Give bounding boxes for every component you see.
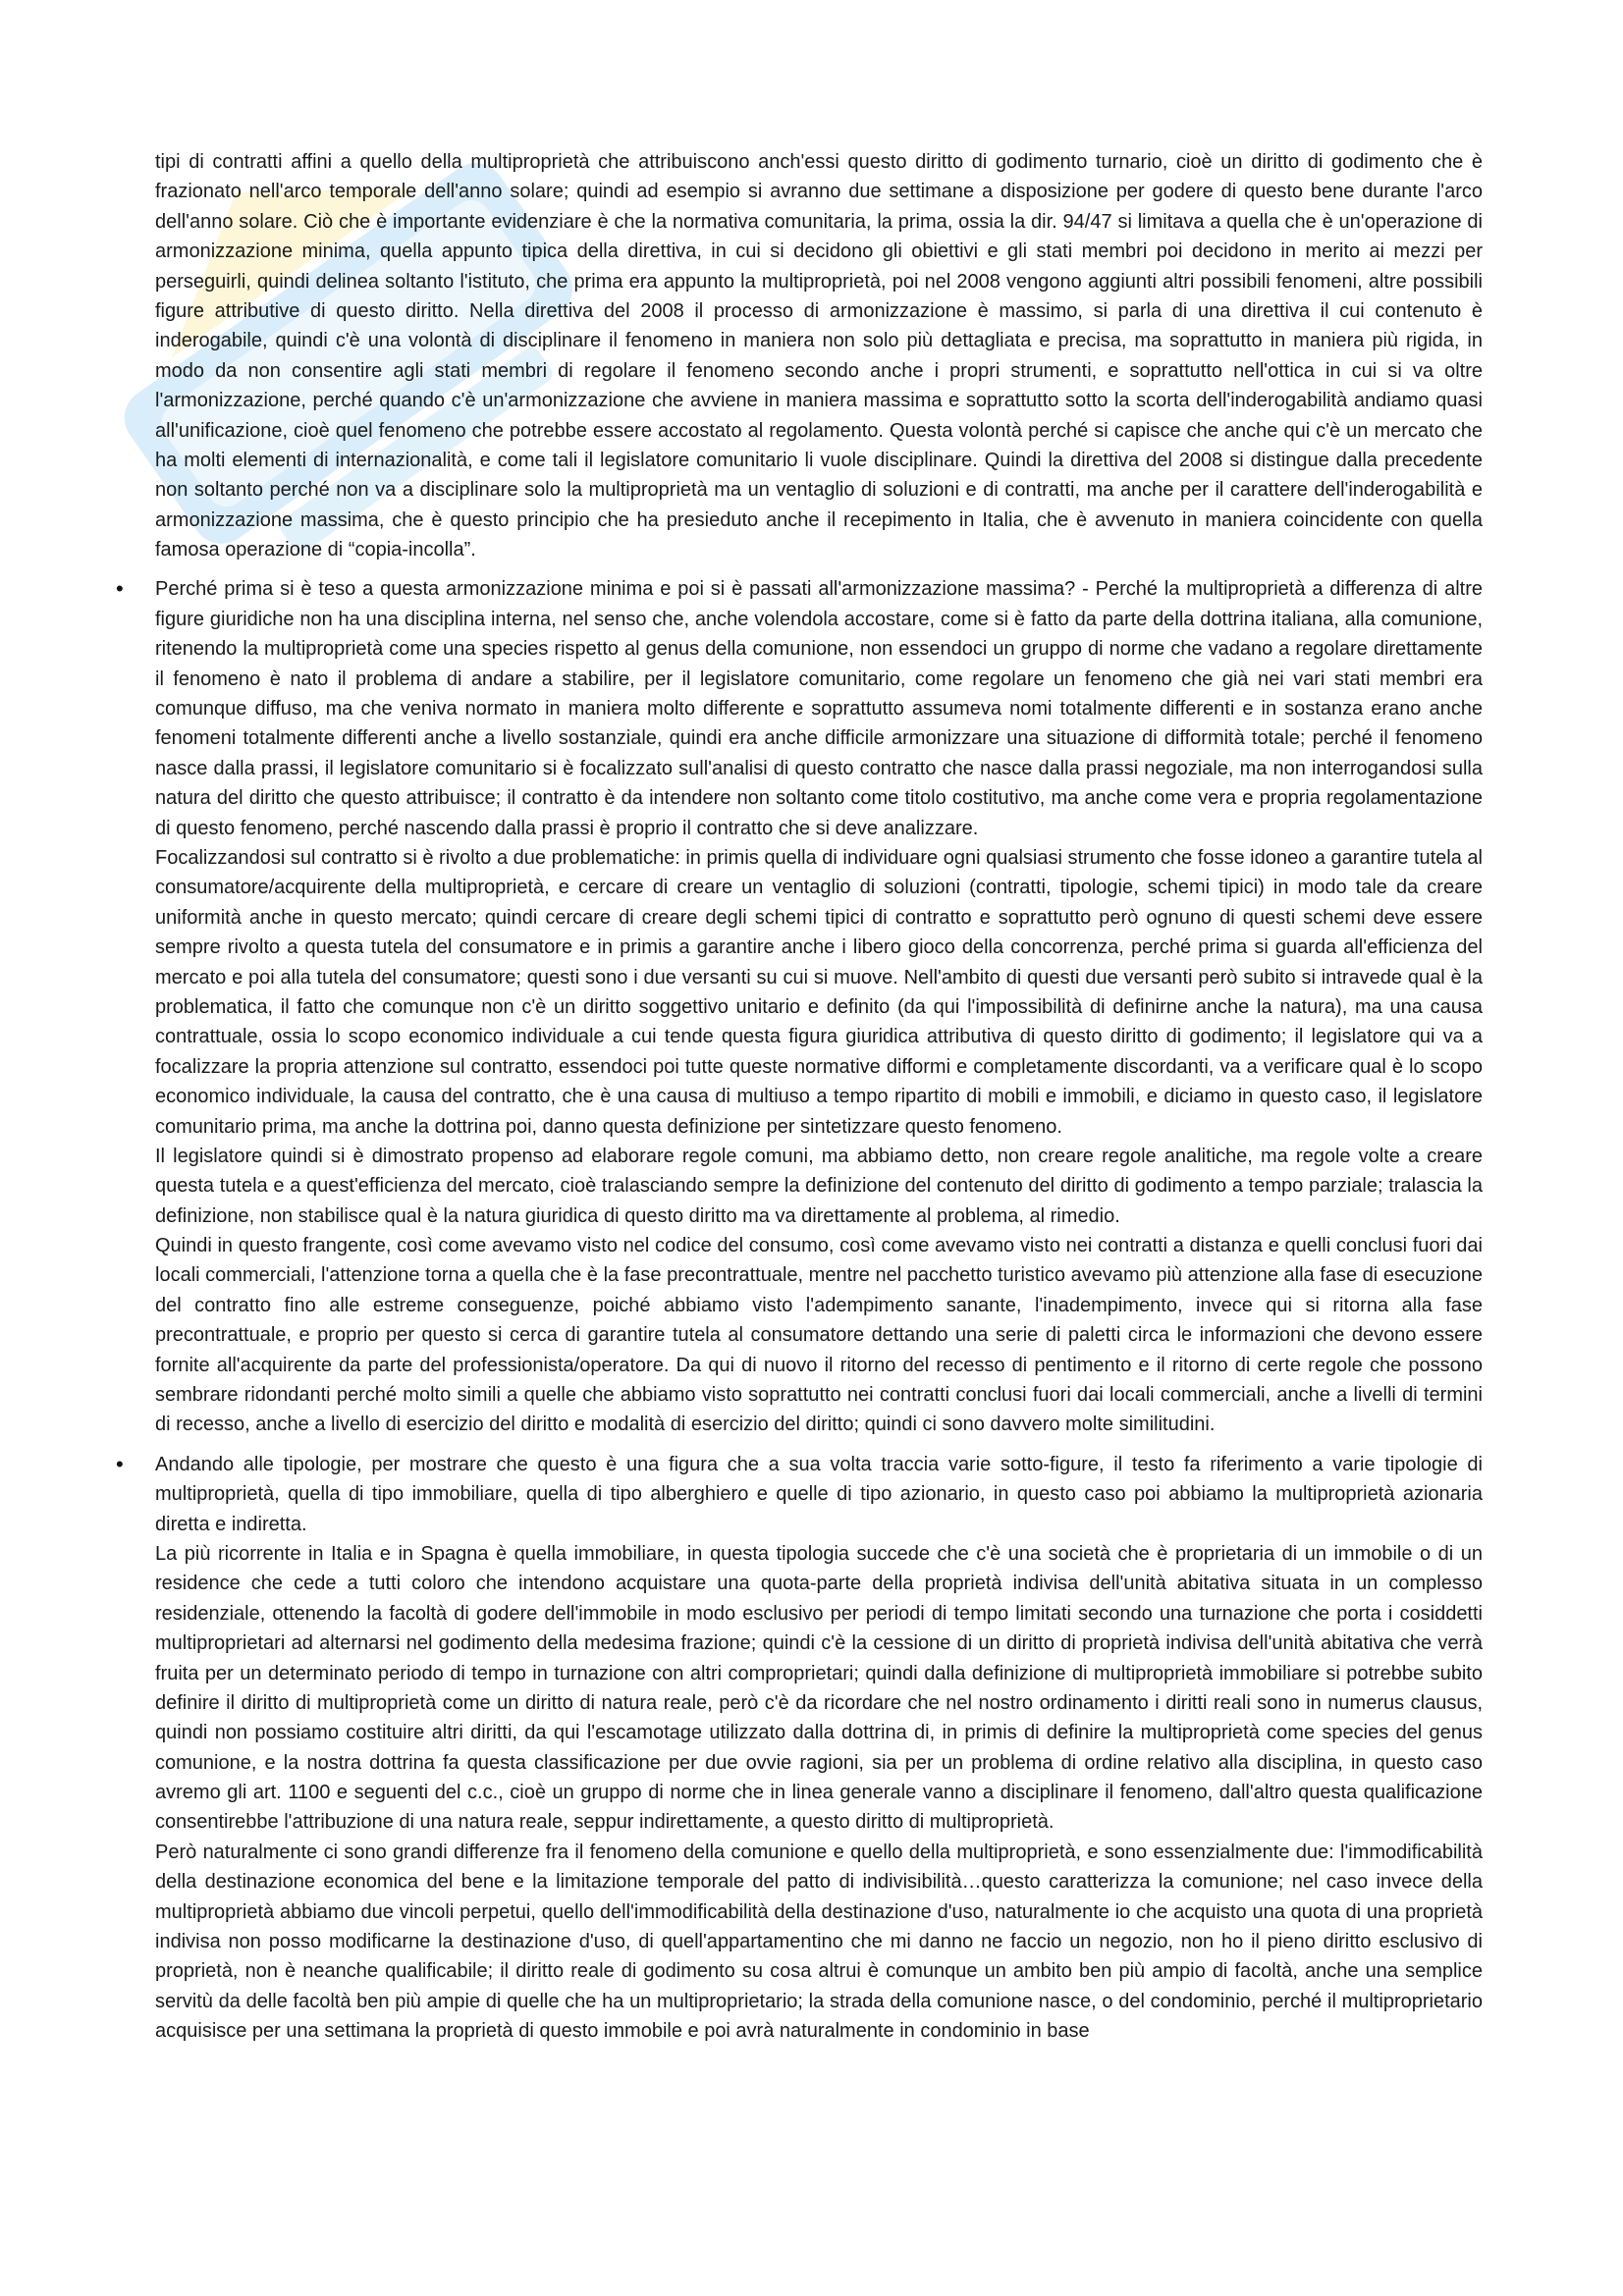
bullet-paragraph: Però naturalmente ci sono grandi differenze fra il fenomeno della comunione e quello della multiproprietà, e sono essenzialmente due: l'immodificabilità della destinazione economica del bene e la limitazione temporale del patto di indivisibilità…questo caratterizza la comunione; nel caso invece della multiproprietà abbiamo due vincoli perpetui, quello dell'immodificabilità della destinazione d'uso, naturalmente io che acquisto una quota di una proprietà indivisa non posso modificarne la destinazione d'uso, di quell'appartamentino che mi danno ne faccio un negozio, non ho il pieno diritto esclusivo di proprietà, non è neanche qualificabile; il diritto reale di godimento su cosa altrui è comunque un ambito ben più ampio di facoltà, anche una semplice servitù da delle facoltà ben più ampie di quelle che ha un multiproprietario; la strada della comunione nasce, o del condominio, perché il multiproprietario acquisisce per una settimana la proprietà di questo immobile e poi avrà naturalmente in condominio in base xyxy=(155,1841,1483,2043)
bullet-icon: • xyxy=(116,1451,124,1476)
bullet-section-armonizzazione xyxy=(116,574,1483,1439)
bullet-section-tipologie xyxy=(116,1450,1483,2047)
intro-paragraph: tipi di contratti affini a quello della multiproprietà che attribuiscono anch'essi questo diritto di godimento turnario, cioè un diritto di godimento che è frazionato nell'arco temporale dell'anno solare; quindi ad esempio si avranno due settimane a disposizione per godere di questo bene durante l'arco dell'anno solare. Ciò che è importante evidenziare è che la normativa comunitaria, la prima, ossia la dir. 94/47 si limitava a quella che è un'operazione di armonizzazione minima, quella appunto tipica della direttiva, in cui si decidono gli obiettivi e gli stati membri poi decidono in merito ai mezzi per perseguirli, quindi delinea soltanto l'istituto, che prima era appunto la multiproprietà, poi nel 2008 vengono aggiunti altri possibili fenomeni, altre possibili figure attributive di questo diritto. Nella direttiva del 2008 il processo di armonizzazione è massimo, si parla di una direttiva il cui contenuto è inderogabile, quindi c'è una volontà di disciplinare il fenomeno in maniera non solo più dettagliata e precisa, ma soprattutto in maniera più rigida, in modo da non consentire agli stati membri di regolare il fenomeno secondo anche i propri strumenti, e soprattutto nell'ottica in cui si va oltre l'armonizzazione, perché quando c'è un'armonizzazione che avviene in maniera massima e soprattutto sotto la scorta dell'inderogabilità andiamo quasi all'unificazione, cioè quel fenomeno che potrebbe essere accostato al regolamento. Questa volontà perché si capisce che anche qui c'è un mercato che ha molti elementi di internazionalità, e come tali il legislatore comunitario li vuole disciplinare. Quindi la direttiva del 2008 si distingue dalla precedente non soltanto perché non va a disciplinare solo la multiproprietà ma un ventaglio di soluzioni e di contratti, ma anche per il carattere dell'inderogabilità e armonizzazione massima, che è questo principio che ha presieduto anche il recepimento in Italia, che è avvenuto in maniera coincidente con quella famosa operazione di “copia-incolla”. xyxy=(155,151,1483,561)
document-body xyxy=(116,147,1483,2047)
bullet-paragraph: La più ricorrente in Italia e in Spagna è quella immobiliare, in questa tipologia succede che c'è una società che è proprietaria di un immobile o di un residence che cede a tutti coloro che intendono acquistare una quota-parte della proprietà indivisa dell'unità abitativa situata in un complesso residenziale, ottenendo la facoltà di godere dell'immobile in modo esclusivo per periodi di tempo limitati secondo una turnazione che porta i cosiddetti multiproprietari ad alternarsi nel godimento della medesima frazione; quindi c'è la cessione di un diritto di proprietà indivisa dell'unità abitativa che verrà fruita per un determinato periodo di tempo in turnazione con altri comproprietari; quindi dalla definizione di multiproprietà immobiliare si potrebbe subito definire il diritto di multiproprietà come un diritto di natura reale, però c'è da ricordare che nel nostro ordinamento i diritti reali sono in numerus clausus, quindi non possiamo costituire altri diritti, da qui l'escamotage utilizzato dalla dottrina di, in primis di definire la multiproprietà come species del genus comunione, e la nostra dottrina fa questa classificazione per due ovvie ragioni, sia per un problema di ordine relativo alla disciplina, in questo caso avremo gli art. 1100 e seguenti del c.c., cioè un gruppo di norme che in linea generale vanno a disciplinare il fenomeno, dall'altro questa qualificazione consentirebbe l'attribuzione di una natura reale, seppur indirettamente, a questo diritto di multiproprietà. xyxy=(155,1542,1483,1834)
bullet-paragraph: Focalizzandosi sul contratto si è rivolto a due problematiche: in primis quella di individuare ogni qualsiasi strumento che fosse idoneo a garantire tutela al consumatore/acquirente della multiproprietà, e cercare di creare un ventaglio di soluzioni (contratti, tipologie, schemi tipici) in modo tale da creare uniformità anche in questo mercato; quindi cercare di creare degli schemi tipici di contratto e soprattutto però ognuno di questi schemi deve essere sempre rivolto a questa tutela del consumatore e in primis a garantire anche i libero gioco della concorrenza, perché prima si guarda all'efficienza del mercato e poi alla tutela del consumatore; questi sono i due versanti su cui si muove. Nell'ambito di questi due versanti però subito si intravede qual è la problematica, il fatto che comunque non c'è un diritto soggettivo unitario e definito (da qui l'impossibilità di definirne anche la natura), ma una causa contrattuale, ossia lo scopo economico individuale a cui tende questa figura giuridica attributiva di questo diritto di godimento; il legislatore qui va a focalizzare la propria attenzione sul contratto, essendoci poi tutte queste normative difformi e completamente discordanti, va a verificare qual è lo scopo economico individuale, la causa del contratto, che è una causa di multiuso a tempo ripartito di mobili e immobili, e diciamo in questo caso, il legislatore comunitario prima, ma anche la dottrina poi, danno questa definizione per sintetizzare questo fenomeno. xyxy=(155,846,1483,1138)
bullet-paragraph: Quindi in questo frangente, così come avevamo visto nel codice del consumo, così come avevamo visto nei contratti a distanza e quelli conclusi fuori dai locali commerciali, l'attenzione torna a quella che è la fase precontrattuale, mentre nel pacchetto turistico avevamo più attenzione alla fase di esecuzione del contratto fino alle estreme conseguenze, poiché abbiamo visto l'adempimento sanante, l'inadempimento, invece qui si ritorna alla fase precontrattuale, e proprio per questo si cerca di garantire tutela al consumatore dettando una serie di paletti circa le informazioni che devono essere fornite all'acquirente da parte del professionista/operatore. Da qui di nuovo il ritorno del recesso di pentimento e il ritorno di certe regole che possono sembrare ridondanti perché molto simili a quelle che abbiamo visto soprattutto nei contratti conclusi fuori dai locali commerciali, anche a livelli di termini di recesso, anche a livello di esercizio del diritto e modalità di esercizio del diritto; quindi ci sono davvero molte similitudini. xyxy=(155,1235,1483,1436)
bullet-paragraph: Andando alle tipologie, per mostrare che questo è una figura che a sua volta traccia varie sotto-figure, il testo fa riferimento a varie tipologie di multiproprietà, quella di tipo immobiliare, quella di tipo alberghiero e quelle di tipo azionario, in questo caso poi abbiamo la multiproprietà azionaria diretta e indiretta. xyxy=(155,1453,1483,1535)
bullet-paragraph: Il legislatore quindi si è dimostrato propenso ad elaborare regole comuni, ma abbiamo detto, non creare regole analitiche, ma regole volte a creare questa tutela e a quest'efficienza del mercato, cioè tralasciando sempre la definizione del contenuto del diritto di godimento a tempo parziale; tralascia la definizione, non stabilisce qual è la natura giuridica di questo diritto ma va direttamente al problema, al rimedio. xyxy=(155,1145,1483,1227)
bullet-paragraph: Perché prima si è teso a questa armonizzazione minima e poi si è passati all'armonizzazione massima? - Perché la multiproprietà a differenza di altre figure giuridiche non ha una disciplina interna, nel senso che, anche volendola accostare, come si è fatto da parte della dottrina italiana, alla comunione, ritenendo la multiproprietà come una species rispetto al genus della comunione, non essendoci un gruppo di norme che vadano a regolare direttamente il fenomeno è nato il problema di andare a stabilire, per il legislatore comunitario, come regolare un fenomeno che già nei vari stati membri era comunque diffuso, ma che veniva normato in maniera molto differente e soprattutto assumeva nomi totalmente differenti e in sostanza erano anche fenomeni totalmente differenti anche a livello sostanziale, quindi era anche difficile armonizzare una situazione di difformità totale; perché il fenomeno nasce dalla prassi, il legislatore comunitario si è focalizzato sull'analisi di questo contratto che nasce dalla prassi negoziale, ma non interrogandosi sulla natura del diritto che questo attribuisce; il contratto è da intendere non soltanto come titolo costitutivo, ma anche come vera e propria regolamentazione di questo fenomeno, perché nascendo dalla prassi è proprio il contratto che si deve analizzare. xyxy=(155,578,1483,839)
bullet-icon: • xyxy=(116,576,124,602)
